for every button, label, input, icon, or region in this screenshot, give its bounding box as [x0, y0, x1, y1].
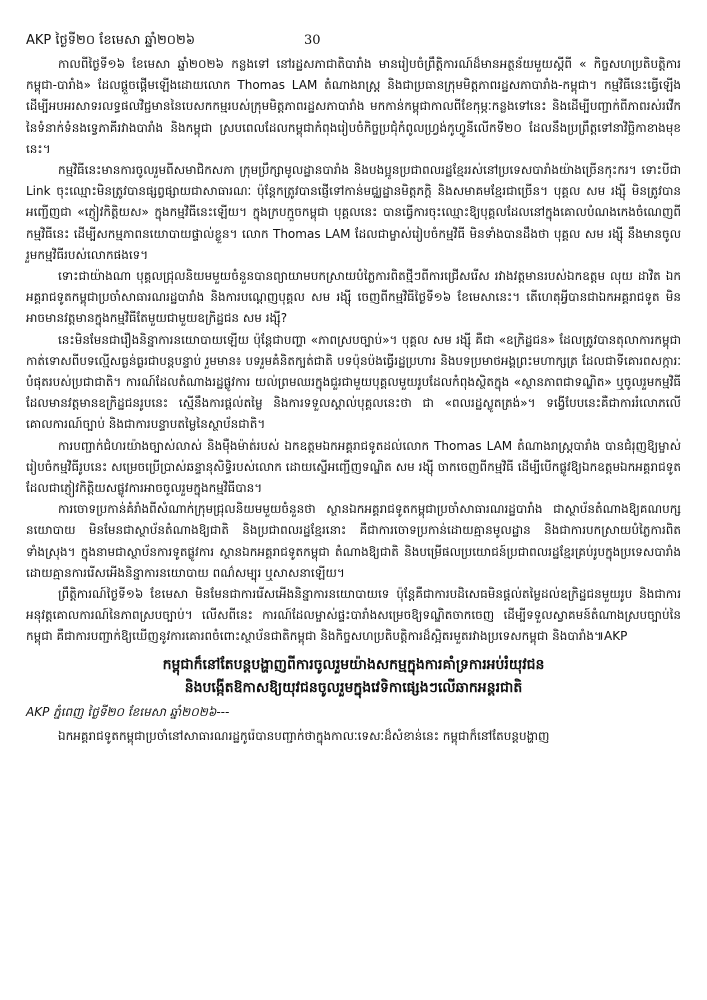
header-date: AKP ថ្ងៃទី២០ ខែមេសា ឆ្នាំ២០២៦	[26, 33, 196, 48]
paragraph-1: កាលពីថ្ងៃទី១៦ ខែមេសា ឆ្នាំ២០២៦ កន្លងទៅ នៅរដ្ឋសភាជាតិបារាំង មានរៀបចំព្រឹត្តិការណ៍ដ៏មានអត្ថន័យមួយស្ដីពី « កិច្ចសហប្រតិបត្តិការកម្ពុជា-បារាំង» ដែលផ្ដួចផ្ដើមឡើងដោយលោក Thomas LAM តំណាងរាស្ត្រ និងជាប្រធានក្រុមមិត្តភាពរដ្ឋសភាបារាំង-កម្ពុជា។ កម្មវិធីនេះធ្វើឡើងដើម្បីអបអរសាទរលទ្ធផលវិជ្ជមាននៃបេសកកម្មរបស់ក្រុមមិត្តភាពរដ្ឋសភាបារាំង មកកាន់កម្ពុជាកាលពីខែកុម្ភៈកន្លងទៅនេះ និងដើម្បីបញ្ជាក់ពីភាពរស់រវើកនៃទំនាក់ទំនងទ្វេភាគីរវាងបារាំង និងកម្ពុជា ស្របពេលដែលកម្ពុជាកំពុងរៀបចំកិច្ចប្រជុំកំពូលហ្វ្រង់កូហ្វូនីលើកទី២០ ដែលនឹងប្រព្រឹត្តទៅនាវិច្ឆិកាខាងមុខនេះ។	[26, 57, 681, 156]
last-paragraph: ឯកអគ្គរាជទូតកម្ពុជាប្រចាំនៅសាធារណរដ្ឋកូរ៉េបានបញ្ជាក់ថាក្នុងកាលៈទេសៈដ៏សំខាន់នេះ កម្ពុជាក៏នៅតែបន្តបង្ហាញ	[58, 728, 550, 743]
headline-line-1: កម្ពុជាក៏នៅតែបន្តបង្ហាញពីការចូលរួមយ៉ាងសកម្មក្នុងការគាំទ្រការអប់រំយុវជន	[162, 656, 545, 673]
article-body	[26, 54, 681, 648]
paragraph-2: កម្មវិធីនេះមានការចូលរួមពីសមាជិកសភា ក្រុមប្រឹក្សាមូលដ្ឋានបារាំង និងបងប្អូនប្រជាពលរដ្ឋខ្មែររស់នៅប្រទេសបារាំងយ៉ាងច្រើនកុះករ។ ទោះបីជា Link ចុះឈ្មោះមិនត្រូវបានផ្សព្វផ្សាយជាសាធារណៈ ប៉ុន្តែកត្រូវបានផ្ញើទៅកាន់មជ្ឈដ្ឋានមិត្តភក្តិ និងសមាគមខ្មែរជាច្រើន។ បុគ្គល សម រង្ស៊ី មិនត្រូវបានអញ្ជើញជា «ភ្ញៀវកិត្តិយស» ក្នុងកម្មវិធីនេះឡើយ។ ក្នុងក្របក្មួចកម្ពុជា បុគ្គលនេះ បានធ្វើការចុះឈ្មោះឱ្យបុគ្គលដែលនៅក្នុងគោលបំណងកេងចំណេញពីកម្មវិធីនេះ ដើម្បីសកម្មភាពនយោបាយផ្ទាល់ខ្លួន។ លោក Thomas LAM ដែលជាម្ចាស់រៀបចំកម្មវិធី មិនទាំងបានដឹងថា បុគ្គល សម រង្ស៊ី នឹងមានចូលរួមកម្មវិធីរបស់លោកផងទេ។	[26, 163, 681, 262]
page-number: 30	[304, 33, 321, 48]
paragraph-3: ទោះជាយ៉ាងណា បុគ្គលជ្រុលនិយមមួយចំនួនបានព្យាយាមបកស្រាយបំភ្លៃការពិតថ្មីៗពីការជ្រើសរើស រវាងវត្តមានរបស់ឯកឧត្តម លុយ ដាវិត ឯកអគ្គរាជទូតកម្ពុជាប្រចាំសាធារណរដ្ឋបារាំង និងការបណ្ដេញបុគ្គល សម រង្ស៊ី ចេញពីកម្មវិធីថ្ងៃទី១៦ ខែមេសានេះ។ តើហេតុអ្វីបានជាឯកអគ្គរាជទូត មិនអាចមានវត្តមានក្នុងកម្មវិធីតែមួយជាមួយឧក្រិដ្ឋជន សម រង្ស៊ី?	[26, 269, 681, 326]
paragraph-7: ព្រឹត្តិការណ៍ថ្ងៃទី១៦ ខែមេសា មិនមែនជាការរើសអើងនិន្នាការនយោបាយទេ ប៉ុន្តែគឺជាការបដិសេធមិនផ្ដល់តម្លៃដល់ឧក្រិដ្ឋជនមួយរូប និងជាការអនុវត្តគោលការណ៍នៃភាពស្របច្បាប់។ លើសពីនេះ ការណ៍ដែលម្ចាស់ផ្ទះបារាំងសម្រេចឱ្យទណ្ឌិតចាកចេញ ដើម្បីទទួលស្វាគមន៍តំណាងស្របច្បាប់នៃកម្ពុជា គឺជាការបញ្ជាក់ឱ្យឃើញនូវការគោរពចំពោះស្ថាប័នជាតិកម្ពុជា និងកិច្ចសហប្រតិបត្តិការដ៏ស្អិតរមួតរវាងប្រទេសកម្ពុជា និងបារាំង៕AKP	[26, 587, 681, 644]
dateline: AKP ភ្នំពេញ ថ្ងៃទី២០ ខែមេសា ឆ្នាំ២០២៦---	[26, 704, 230, 719]
news-headline	[26, 654, 681, 700]
paragraph-5: ការបញ្ជាក់ជំហរយ៉ាងច្បាស់លាស់ និងម៉ឺងម៉ាត់របស់ ឯកឧត្តមឯកអគ្គរាជទូតដល់លោក Thomas LAM តំណាងរាស្ត្របារាំង បានជំរុញឱ្យម្ចាស់រៀបចំកម្មវិធីរូបនេះ សម្រេចប្រើប្រាស់ឆន្ទានុសិទ្ធិរបស់លោក ដោយស្នើអញ្ជើញទណ្ឌិត សម រង្ស៊ី ចាកចេញពីកម្មវិធី ដើម្បីបើកផ្លូវឱ្យឯកឧត្តមឯកអគ្គរាជទូត ដែលជាភ្ញៀវកិត្តិយសផ្លូវការអាចចូលរួមក្នុងកម្មវិធីបាន។	[26, 438, 681, 496]
page-header	[26, 30, 681, 52]
paragraph-4: នេះមិនមែនជារឿងនិន្នាការនយោបាយឡើយ ប៉ុន្តែជាបញ្ហា «ភាពស្របច្បាប់»។ បុគ្គល សម រង្ស៊ី គឺជា «ឧក្រិដ្ឋជន» ដែលត្រូវបានតុលាការកម្ពុជាកាត់ទោសពីបទល្មើសធ្ងន់ធ្ងរជាបន្តបន្ទាប់ រួមមាន៖ បទរួមគំនិតក្បត់ជាតិ បទប៉ុនប៉ងធ្វើរដ្ឋប្រហារ និងបទប្រមាថអង្គព្រះមហាក្សត្រ ដែលជាទីគោរពសក្ការៈបំផុតរបស់ប្រជាជាតិ។ ការណ៍ដែលតំណាងរដ្ឋផ្លូវការ យល់ព្រមឈរក្នុងជួរជាមួយបុគ្គលមួយរូបដែលកំពុងស្ថិតក្នុង «ស្ថានភាពជាទណ្ឌិត» ឬចូលរួមកម្មវិធីដែលមានវត្តមានឧក្រិដ្ឋជនរូបនេះ ស្មើនឹងការផ្ដល់តម្លៃ និងការទទួលស្គាល់បុគ្គលនេះថា ជា «ពលរដ្ឋស្លូតត្រង់»។ ទង្វើបែបនេះគឺជាការរំលោភលើគោលការណ៍ច្បាប់ និងជាការបន្ទាបតម្លៃនៃស្ថាប័នជាតិ។	[26, 332, 681, 432]
headline-line-2: និងបង្កើតឱកាសឱ្យយុវជនចូលរួមក្នុងវេទិកាផ្សេងៗលើឆាកអន្តរជាតិ	[184, 679, 523, 696]
paragraph-6: ការចោទប្រកាន់គំរាំងពីសំណាក់ក្រុមជ្រុលនិយមមួយចំនួនថា ស្ថានឯកអគ្គរាជទូតកម្ពុជាប្រចាំសាធារណរដ្ឋបារាំង ជាស្ថាប័នតំណាងឱ្យគណបក្សនយោបាយ មិនមែនជាស្ថាប័នតំណាងឱ្យជាតិ និងប្រជាពលរដ្ឋខ្មែរនោះ គឺជាការចោទប្រកាន់ដោយគ្មានមូលដ្ឋាន និងជាការបកស្រាយបំភ្លៃការពិតទាំងស្រុង។ ក្នុងនាមជាស្ថាប័នការទូតផ្លូវការ ស្ថានឯកអគ្គរាជទូតកម្ពុជា តំណាងឱ្យជាតិ និងបម្រើផលប្រយោជន៍ប្រជាពលរដ្ឋខ្មែរគ្រប់រូបក្នុងប្រទេសបារាំង ដោយគ្មានការរើសអើងនិន្នាការនយោបាយ ពណ៌សម្បុរ ឬសាសនាឡើយ។	[26, 502, 681, 580]
